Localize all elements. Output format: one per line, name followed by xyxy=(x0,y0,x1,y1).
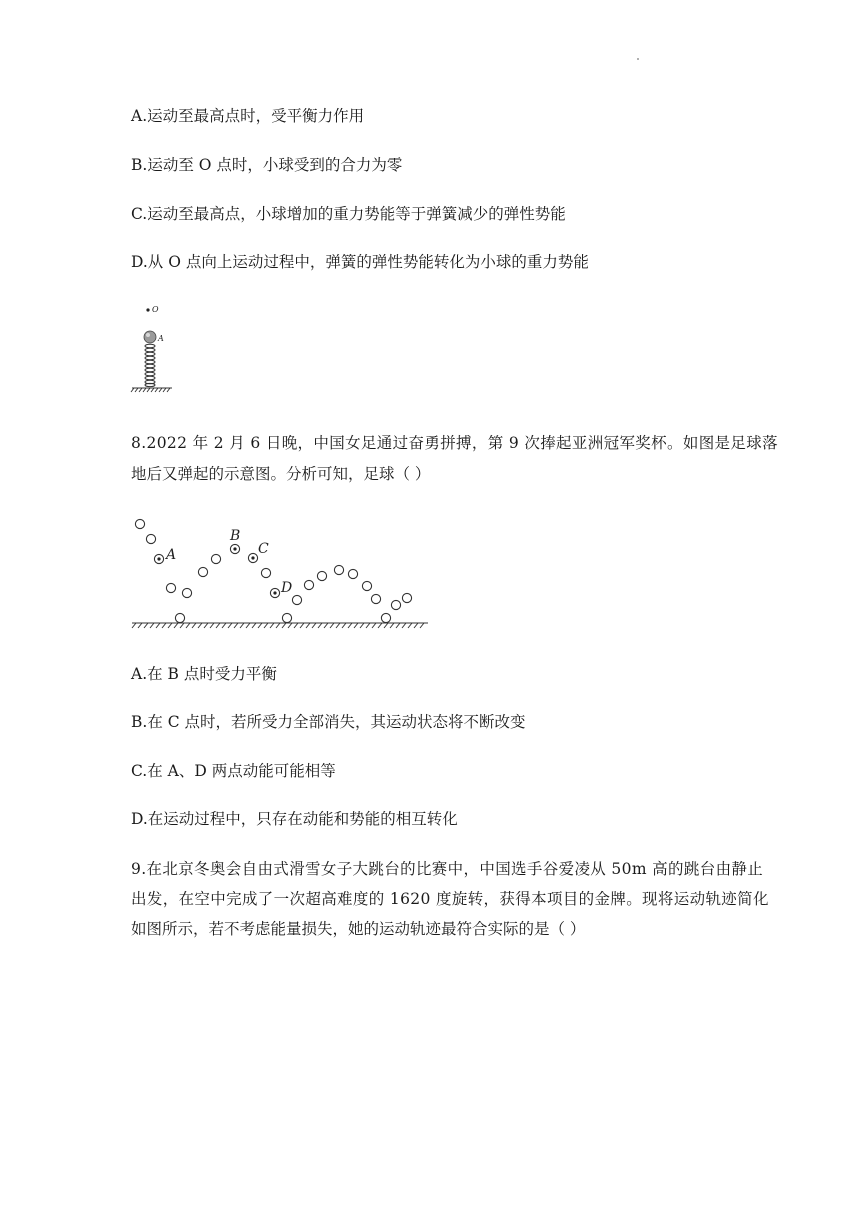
ground-hatch xyxy=(216,623,220,628)
ground-hatch xyxy=(192,623,196,628)
ground-hatch xyxy=(204,623,208,628)
ball-position-7 xyxy=(198,567,207,576)
page-mark xyxy=(637,58,639,60)
ground-hatch xyxy=(270,623,274,628)
point-o xyxy=(146,308,149,311)
ground-hatch xyxy=(294,623,298,628)
ground-hatch xyxy=(372,623,376,628)
ground-hatch xyxy=(156,623,160,628)
ball-position-2 xyxy=(146,534,155,543)
q8-stem-line-2: 地后又弹起的示意图。分析可知，足球（ ） xyxy=(131,465,431,483)
spring xyxy=(145,344,155,386)
ground-hatch xyxy=(282,623,286,628)
ground-hatch xyxy=(396,623,400,628)
ground-hatch xyxy=(246,623,250,628)
ball-position-16 xyxy=(317,571,326,580)
ground-hatch xyxy=(336,623,340,628)
ground-hatch xyxy=(144,623,148,628)
ball xyxy=(144,331,156,343)
ground-hatch xyxy=(384,623,388,628)
q7-spring-figure xyxy=(128,296,188,396)
q7-option-b: B.运动至 O 点时，小球受到的合力为零 xyxy=(131,156,403,174)
ball-highlight xyxy=(146,333,150,337)
ground-hatch xyxy=(420,623,424,628)
ball-position-20 xyxy=(371,594,380,603)
ground-hatch xyxy=(288,623,292,628)
ball-position-23 xyxy=(402,593,411,602)
ball-position-5 xyxy=(182,588,191,597)
ground-hatch xyxy=(138,623,142,628)
ball-position-8 xyxy=(211,554,220,563)
ground-hatch xyxy=(174,623,178,628)
q9-stem-line-1: 9.在北京冬奥会自由式滑雪女子大跳台的比赛中，中国选手谷爱凌从 50m 高的跳台由静止 xyxy=(131,860,764,878)
q8-option-d: D.在运动过程中，只存在动能和势能的相互转化 xyxy=(131,810,458,828)
ground-hatch xyxy=(168,623,172,628)
ground-hatch xyxy=(312,623,316,628)
ground-hatch xyxy=(300,623,304,628)
ground-hatch xyxy=(228,623,232,628)
label-o: O xyxy=(152,305,159,314)
q7-option-d: D.从 O 点向上运动过程中，弹簧的弹性势能转化为小球的重力势能 xyxy=(131,253,589,271)
ball-position-19 xyxy=(362,581,371,590)
label-c: C xyxy=(258,541,269,557)
label-a: A xyxy=(166,547,177,563)
ground-hatch xyxy=(252,623,256,628)
ground-hatch xyxy=(402,623,406,628)
ground-hatch xyxy=(234,623,238,628)
ground-hatch xyxy=(264,623,268,628)
ball-position-21 xyxy=(381,613,390,622)
ball-center-dot xyxy=(251,556,254,559)
ball-position-11 xyxy=(261,568,270,577)
ground-hatch xyxy=(180,623,184,628)
ball-position-22 xyxy=(391,600,400,609)
ground-hatch xyxy=(198,623,202,628)
ball-position-14 xyxy=(282,613,291,622)
ground-hatch xyxy=(210,623,214,628)
ground-hatch xyxy=(186,623,190,628)
ground-hatch xyxy=(366,623,370,628)
q9-stem-line-2: 出发，在空中完成了一次超高难度的 1620 度旋转，获得本项目的金牌。现将运动轨迹简化 xyxy=(131,890,769,908)
q7-option-c: C.运动至最高点，小球增加的重力势能等于弹簧减少的弹性势能 xyxy=(131,205,566,223)
q8-option-c: C.在 A、D 两点动能可能相等 xyxy=(131,762,336,780)
ground-hatch xyxy=(222,623,226,628)
label-d: D xyxy=(281,580,293,596)
ball-position-13 xyxy=(292,595,301,604)
label-a: A xyxy=(158,334,164,343)
q8-option-b: B.在 C 点时，若所受力全部消失，其运动状态将不断改变 xyxy=(131,713,526,731)
ball-position-17 xyxy=(334,565,343,574)
ground-hatch xyxy=(258,623,262,628)
ground xyxy=(131,388,172,392)
q7-option-a: A.运动至最高点时，受平衡力作用 xyxy=(131,107,365,125)
q9-stem-line-3: 如图所示，若不考虑能量损失，她的运动轨迹最符合实际的是（ ） xyxy=(131,920,586,938)
ground-hatch xyxy=(408,623,412,628)
ball-position-15 xyxy=(304,580,313,589)
ball-center-dot xyxy=(233,547,236,550)
ground-hatch xyxy=(414,623,418,628)
ball-position-6 xyxy=(175,613,184,622)
label-b: B xyxy=(230,528,241,544)
ground-hatch xyxy=(330,623,334,628)
ground-hatch xyxy=(360,623,364,628)
ground-hatch xyxy=(240,623,244,628)
ground-hatch xyxy=(132,623,136,628)
ground-hatch xyxy=(318,623,322,628)
ball-position-18 xyxy=(348,569,357,578)
ground-hatch xyxy=(276,623,280,628)
ground-hatch xyxy=(378,623,382,628)
ball-position-1 xyxy=(135,519,144,528)
ground-hatch xyxy=(342,623,346,628)
ground-hatch xyxy=(390,623,394,628)
ball-position-4 xyxy=(166,583,175,592)
ground-hatch xyxy=(354,623,358,628)
ground-hatch xyxy=(348,623,352,628)
q8-stem-line-1: 8.2022 年 2 月 6 日晚，中国女足通过奋勇拼搏，第 9 次捧起亚洲冠军奖杯。如图是足球落 xyxy=(131,434,778,452)
ground-hatch xyxy=(150,623,154,628)
ground-hatch xyxy=(162,623,166,628)
ball-center-dot xyxy=(273,591,276,594)
ground-hatch xyxy=(306,623,310,628)
ground-hatch xyxy=(324,623,328,628)
ball-center-dot xyxy=(157,557,160,560)
ground xyxy=(132,623,428,628)
q8-bounce-figure xyxy=(128,512,434,634)
q8-option-a: A.在 B 点时受力平衡 xyxy=(131,665,277,683)
